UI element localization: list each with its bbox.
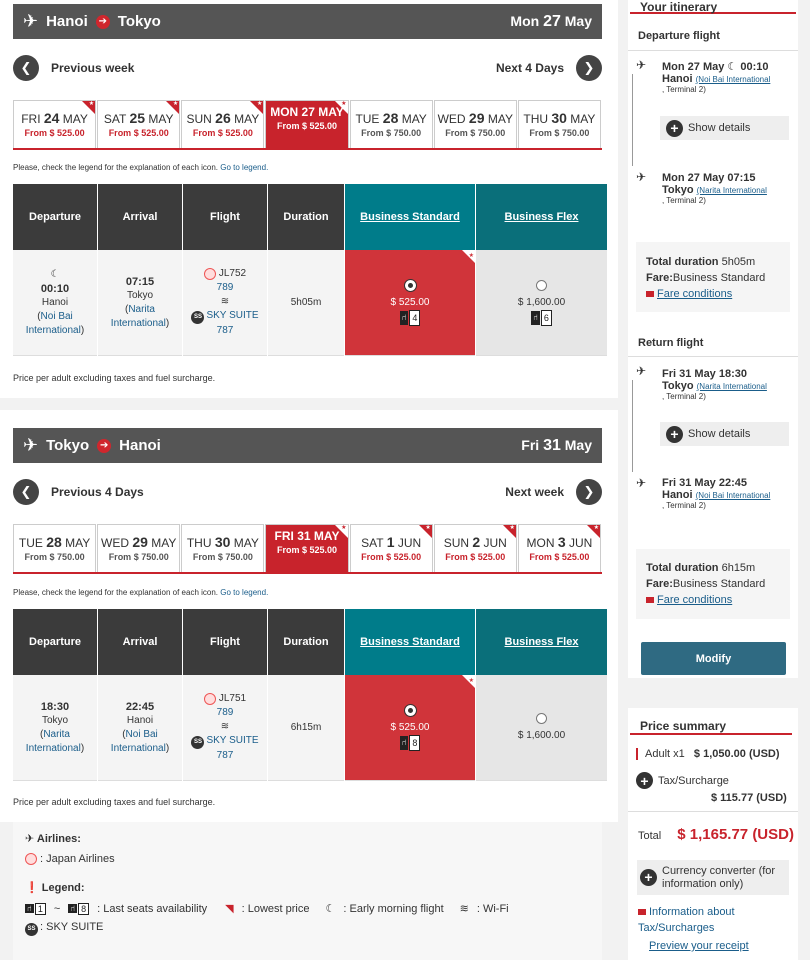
col-business-flex[interactable]: Business Flex <box>476 609 607 675</box>
departure-airport[interactable]: (Narita International) <box>25 728 85 754</box>
aircraft-model-link[interactable]: 787 <box>216 324 234 336</box>
departure-city: Hanoi <box>41 296 69 308</box>
fare-radio-selected[interactable] <box>405 280 416 291</box>
origin-city: Hanoi <box>46 13 88 30</box>
return-day-tabs <box>13 524 602 574</box>
day-label: WED 29 MAY <box>437 110 513 126</box>
legend-note: Please, check the legend for the explanation of each icon. Go to legend. <box>13 163 269 172</box>
flight-cell <box>183 675 267 781</box>
day-label: FRI 31 MAY <box>274 529 340 543</box>
price-summary-title: Price summary <box>630 719 792 735</box>
show-details-button[interactable]: + Show details <box>660 422 789 446</box>
sky-suite-link[interactable]: SKY SUITE <box>206 310 259 322</box>
departure-flight-title: Departure flight <box>638 30 720 42</box>
sky-suite-icon: SS <box>25 923 38 936</box>
go-to-legend-link[interactable]: Go to legend. <box>220 163 269 172</box>
departure-city: Tokyo <box>41 714 69 726</box>
plus-icon: + <box>666 426 683 443</box>
info-link-icon <box>638 909 646 915</box>
day-tab[interactable] <box>350 100 433 148</box>
japan-airlines-logo-icon <box>204 268 216 280</box>
return-week-nav <box>13 478 602 506</box>
day-tab[interactable] <box>13 100 96 148</box>
currency-converter[interactable]: + Currency converter (for information only) <box>637 860 789 895</box>
adult-row: Adult x1 $ 1,050.00 (USD) <box>636 748 792 760</box>
seat-glyph: ⑁ <box>531 311 540 325</box>
fare-conditions-link[interactable]: Fare conditions <box>657 288 733 300</box>
plane-icon: ✈ <box>23 435 39 455</box>
sky-suite <box>191 734 258 749</box>
lowest-price-icon <box>462 675 475 688</box>
lowest-price-icon <box>335 525 348 538</box>
day-tab[interactable] <box>350 524 433 572</box>
next-days-link[interactable]: Next 4 Days <box>495 61 564 75</box>
legend-heading: ❗ Legend: <box>25 882 85 895</box>
arrival-time: 07:15 <box>125 275 155 288</box>
fare-price: $ 1,600.00 <box>517 729 566 741</box>
day-price: From $ 750.00 <box>445 128 506 138</box>
takeoff-icon: ✈ <box>636 58 647 72</box>
col-duration: Duration <box>268 184 344 250</box>
outbound-route-bar <box>13 4 602 39</box>
price-note: Price per adult excluding taxes and fuel surcharge. <box>13 373 216 383</box>
departure-time: 18:30 <box>40 700 70 713</box>
price-note: Price per adult excluding taxes and fuel surcharge. <box>13 797 216 807</box>
return-route-bar <box>13 428 602 463</box>
day-price: From $ 525.00 <box>276 121 338 131</box>
col-business-flex[interactable]: Business Flex <box>476 184 607 250</box>
itinerary-title: Your itinerary <box>630 0 796 14</box>
business-standard-fare[interactable] <box>345 675 475 781</box>
fare-price: $ 525.00 <box>390 721 430 733</box>
seats-left: 6 <box>541 310 552 326</box>
business-flex-fare[interactable] <box>476 675 607 781</box>
legend-row: SS : SKY SUITE <box>25 921 590 936</box>
total-row: Total $ 1,165.77 (USD) <box>638 826 794 843</box>
col-duration: Duration <box>268 609 344 675</box>
return-flight-table <box>13 609 602 781</box>
lowest-price-icon <box>419 525 432 538</box>
business-flex-fare[interactable] <box>476 250 607 356</box>
day-tab[interactable] <box>518 100 601 148</box>
arrival-airport[interactable]: (Noi Bai International) <box>110 728 170 754</box>
route-date: Mon 27 May <box>510 12 592 30</box>
dep-total: Total duration 5h05m Fare:Business Standard Fare conditions <box>646 256 766 300</box>
day-tab[interactable] <box>434 100 517 148</box>
sky-suite <box>191 309 258 324</box>
ret-seg2: Fri 31 May 22:45 Hanoi (Noi Bai International , Terminal 2) <box>662 477 771 510</box>
seat-glyph: ⑁ <box>400 311 409 325</box>
day-tab[interactable] <box>13 524 96 572</box>
day-tab[interactable] <box>265 524 348 572</box>
moon-icon: ☾ <box>325 903 336 916</box>
tax-info-link[interactable]: Information about Tax/Surcharges <box>638 906 735 934</box>
moon-icon: ☾ <box>50 268 60 280</box>
destination-city: Tokyo <box>117 13 161 30</box>
arrival-cell <box>98 675 182 781</box>
business-standard-fare[interactable] <box>345 250 475 356</box>
fare-radio-selected[interactable] <box>405 705 416 716</box>
plane-icon: ✈ <box>25 833 35 845</box>
day-price: From $ 750.00 <box>108 552 169 562</box>
ret-total: Total duration 6h15m Fare:Business Standard Fare conditions <box>646 562 766 606</box>
sky-suite-icon: SS <box>191 736 204 749</box>
landing-icon: ✈ <box>636 476 647 490</box>
seat-icon: ⑁ 8 <box>68 903 89 915</box>
duration-cell: 6h15m <box>268 675 344 781</box>
departure-time: 00:10 <box>40 282 70 295</box>
plus-icon: + <box>666 120 683 137</box>
route-date: Fri 31 May <box>521 436 592 454</box>
day-label: MON 3 JUN <box>526 534 593 550</box>
chevron-left-icon[interactable]: ❮ <box>13 55 39 81</box>
airlines-heading: ✈ Airlines: <box>25 833 81 845</box>
wifi-icon: ≋ <box>220 721 230 733</box>
lowest-price-icon <box>587 525 600 538</box>
wifi-icon: ≋ <box>459 903 469 916</box>
day-price: From $ 525.00 <box>529 552 590 562</box>
lowest-price-icon <box>82 101 95 114</box>
arrival-airport[interactable]: (Narita International) <box>110 303 170 329</box>
fare-price: $ 1,600.00 <box>517 296 566 308</box>
day-price: From $ 750.00 <box>529 128 590 138</box>
day-price: From $ 750.00 <box>192 552 253 562</box>
lowest-price-icon <box>462 250 475 263</box>
col-arrival: Arrival <box>98 184 182 250</box>
ret-seg1: Fri 31 May 18:30 Tokyo (Narita International , Terminal 2) <box>662 368 767 401</box>
return-flight-title: Return flight <box>638 337 704 349</box>
lowest-price-icon: ◥ <box>225 903 234 916</box>
fare-radio[interactable] <box>536 280 547 291</box>
day-tab[interactable] <box>97 524 180 572</box>
chevron-left-icon[interactable]: ❮ <box>13 479 39 505</box>
col-flight: Flight <box>183 609 267 675</box>
flight-number: JL751 <box>204 692 246 706</box>
fare-radio[interactable] <box>536 713 547 724</box>
duration-cell: 5h05m <box>268 250 344 356</box>
arrow-right-icon: ➔ <box>97 439 111 453</box>
day-label: SAT 1 JUN <box>361 534 422 550</box>
chevron-right-icon[interactable]: ❯ <box>576 55 602 81</box>
flight-number: JL752 <box>204 267 246 281</box>
legend-box <box>13 822 602 960</box>
arrival-cell <box>98 250 182 356</box>
day-tab[interactable] <box>181 100 264 148</box>
seat-icon <box>400 735 421 751</box>
col-business-standard[interactable]: Business Standard <box>345 609 475 675</box>
aircraft-model-link[interactable]: 787 <box>216 749 234 761</box>
airline-row: : Japan Airlines <box>25 853 590 865</box>
departure-airport[interactable]: (Noi Bai International) <box>25 310 85 336</box>
day-price: From $ 525.00 <box>445 552 506 562</box>
day-tab[interactable] <box>518 524 601 572</box>
lowest-price-icon <box>250 101 263 114</box>
col-arrival: Arrival <box>98 609 182 675</box>
seats-left: 4 <box>409 310 420 326</box>
day-label: SUN 2 JUN <box>443 534 507 550</box>
col-business-standard[interactable]: Business Standard <box>345 184 475 250</box>
day-tab[interactable] <box>265 100 348 148</box>
modify-button[interactable]: Modify <box>641 642 786 675</box>
col-departure: Departure <box>13 184 97 250</box>
go-to-legend-link[interactable]: Go to legend. <box>220 588 269 597</box>
plus-icon: + <box>640 869 657 886</box>
col-departure: Departure <box>13 609 97 675</box>
day-price: From $ 525.00 <box>276 545 338 555</box>
next-week-link[interactable]: Next week <box>505 485 564 499</box>
fare-icon <box>646 291 654 297</box>
day-price: From $ 750.00 <box>24 552 85 562</box>
aircraft-link[interactable]: 789 <box>216 707 234 719</box>
day-label: THU 30 MAY <box>523 110 596 126</box>
day-label: FRI 24 MAY <box>21 110 88 126</box>
japan-airlines-logo-icon <box>25 853 37 865</box>
seat-icon <box>531 310 552 326</box>
takeoff-icon: ✈ <box>636 364 647 378</box>
col-flight: Flight <box>183 184 267 250</box>
departure-cell <box>13 250 97 356</box>
day-tab[interactable] <box>434 524 517 572</box>
day-label: SAT 25 MAY <box>103 110 174 126</box>
origin-city: Tokyo <box>46 437 90 454</box>
aircraft-link[interactable]: 789 <box>216 282 234 294</box>
info-icon: ❗ <box>25 882 39 895</box>
day-label: MON 27 MAY <box>270 105 344 119</box>
arrival-city: Tokyo <box>126 289 154 301</box>
flight-cell <box>183 250 267 356</box>
lowest-price-icon <box>335 101 348 114</box>
seats-left: 8 <box>409 735 420 751</box>
seat-icon: ⑁ 1 <box>25 903 46 915</box>
departure-cell <box>13 675 97 781</box>
day-price: From $ 525.00 <box>24 128 85 138</box>
chevron-right-icon[interactable]: ❯ <box>576 479 602 505</box>
legend-row: ⑁ 1 ~ ⑁ 8 : Last seats availability ◥ : Lowest price ☾ : Early morning flight ≋ : Wi-Fi <box>27 902 509 916</box>
day-label: TUE 28 MAY <box>18 534 91 550</box>
arrival-time: 22:45 <box>125 700 155 713</box>
destination-city: Hanoi <box>119 437 161 454</box>
day-label: TUE 28 MAY <box>355 110 427 126</box>
seat-icon <box>400 310 421 326</box>
day-tab[interactable] <box>181 524 264 572</box>
day-label: WED 29 MAY <box>101 534 177 550</box>
moon-icon: ☾ <box>727 61 738 73</box>
previous-days-link[interactable]: Previous 4 Days <box>51 485 144 499</box>
day-price: From $ 750.00 <box>361 128 422 138</box>
plus-icon[interactable]: + <box>636 772 653 789</box>
arrival-city: Hanoi <box>126 714 154 726</box>
day-label: THU 30 MAY <box>186 534 259 550</box>
wifi-icon: ≋ <box>220 296 230 308</box>
outbound-week-nav <box>13 54 602 82</box>
landing-icon: ✈ <box>636 170 647 184</box>
day-price: From $ 525.00 <box>361 552 422 562</box>
outbound-flight-table <box>13 184 602 356</box>
day-price: From $ 525.00 <box>108 128 169 138</box>
tax-row: + Tax/Surcharge <box>636 772 729 789</box>
previous-week-link[interactable]: Previous week <box>51 61 135 75</box>
arrow-right-icon: ➔ <box>96 15 110 29</box>
seat-glyph: ⑁ <box>400 736 409 750</box>
preview-receipt-link[interactable]: Preview your receipt <box>649 940 749 952</box>
fare-icon <box>646 597 654 603</box>
lowest-price-icon <box>166 101 179 114</box>
plane-icon: ✈ <box>23 11 39 31</box>
japan-airlines-logo-icon <box>204 693 216 705</box>
day-tab[interactable] <box>97 100 180 148</box>
day-price: From $ 525.00 <box>192 128 253 138</box>
fare-price: $ 525.00 <box>390 296 430 308</box>
dep-seg2: Mon 27 May 07:15 Tokyo (Narita International , Terminal 2) <box>662 172 767 205</box>
tax-price: $ 115.77 (USD) <box>711 792 787 804</box>
outbound-day-tabs <box>13 100 602 150</box>
sky-suite-icon: SS <box>191 311 204 324</box>
sky-suite-link[interactable]: SKY SUITE <box>206 735 259 747</box>
fare-conditions-link[interactable]: Fare conditions <box>657 594 733 606</box>
dep-seg1: Mon 27 May ☾ 00:10 Hanoi (Noi Bai International , Terminal 2) <box>662 61 771 94</box>
lowest-price-icon <box>503 525 516 538</box>
legend-note: Please, check the legend for the explanation of each icon. Go to legend. <box>13 588 269 597</box>
show-details-button[interactable]: + Show details <box>660 116 789 140</box>
day-label: SUN 26 MAY <box>186 110 260 126</box>
